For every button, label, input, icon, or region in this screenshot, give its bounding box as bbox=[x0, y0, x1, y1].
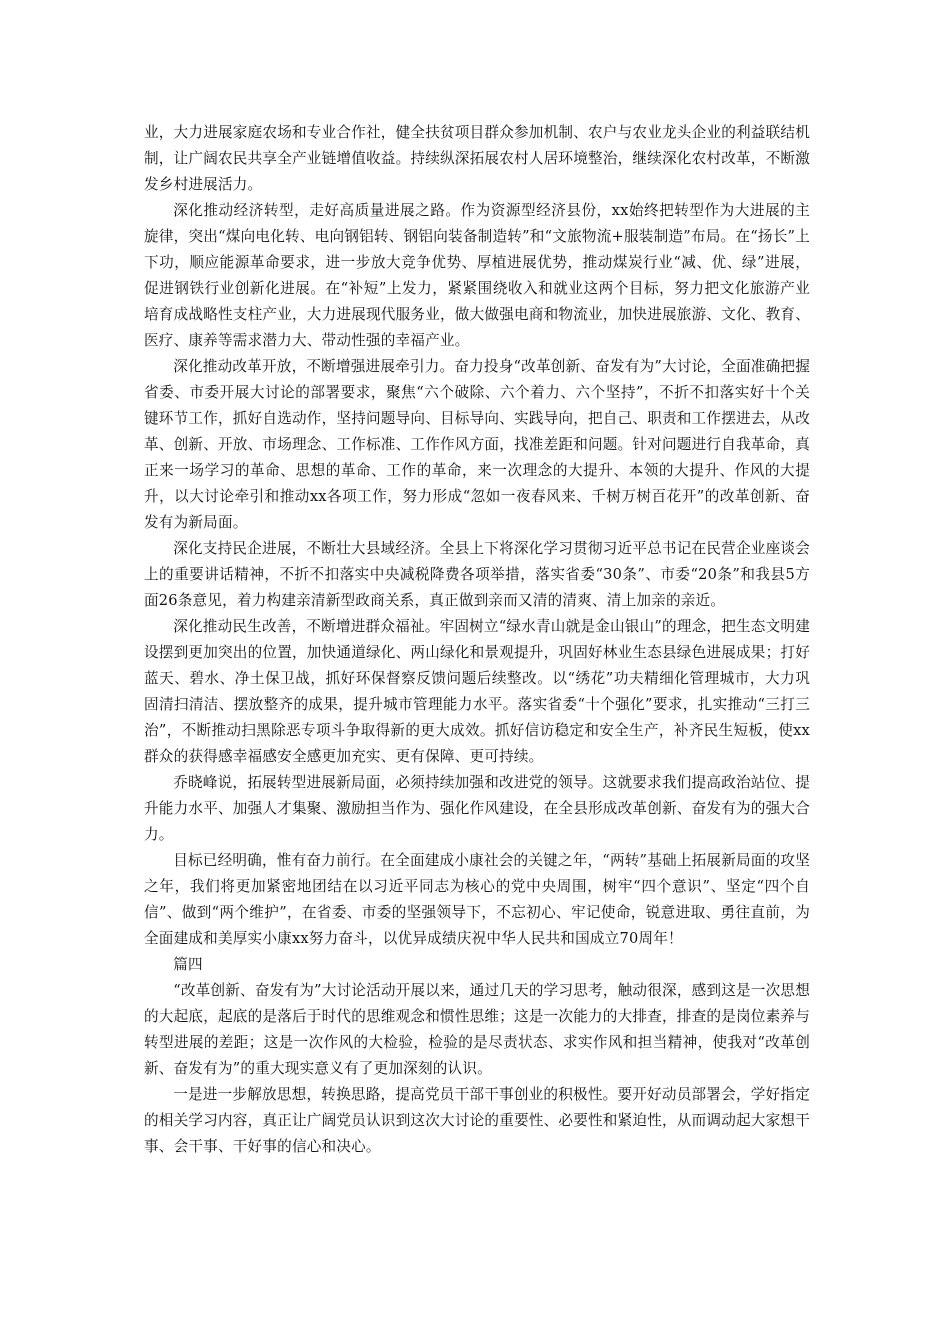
paragraph-party-leadership: 乔晓峰说，拓展转型进展新局面，必须持续加强和改进党的领导。这就要求我们提高政治站位、提升能力水平、加强人才集聚、激励担当作为、强化作风建设，在全县形成改革创新、奋发有为的强大合力。 bbox=[144, 774, 810, 843]
document-page bbox=[144, 120, 810, 1160]
paragraph-emancipate-mind: 一是进一步解放思想，转换思路，提高党员干部干事创业的积极性。要开好动员部署会，学好指定的相关学习内容，真正让广阔党员认识到这次大讨论的重要性、必要性和紧迫性，从而调动起大家想干事、会干事、干好事的信心和决心。 bbox=[144, 1086, 810, 1155]
paragraph-private-enterprise: 深化支持民企进展，不断壮大县域经济。全县上下将深化学习贯彻习近平总书记在民营企业座谈会上的重要讲话精神，不折不扣落实中央减税降费各项举措，落实省委“30条”、市委“20条”和我县5方面26条意见，着力构建亲清新型政商关系，真正做到亲而又清的清爽、清上加亲的亲近。 bbox=[144, 540, 810, 609]
paragraph-continuation: 业，大力进展家庭农场和专业合作社，健全扶贫项目群众参加机制、农户与农业龙头企业的利益联结机制，让广阔农民共享全产业链增值收益。持续纵深拓展农村人居环境整治，继续深化农村改革，不断激发乡村进展活力。 bbox=[144, 124, 810, 193]
paragraph-livelihood: 深化推动民生改善，不断增进群众福祉。牢固树立“绿水青山就是金山银山”的理念，把生态文明建设摆到更加突出的位置，加快通道绿化、两山绿化和景观提升，巩固好林业生态县绿色进展成果；打好蓝天、碧水、净土保卫战，抓好环保督察反馈问题后续整改。以“绣花”功夫精细化管理城市，大力巩固清扫清洁、摆放整齐的成果，提升城市管理能力水平。落实省委“十个强化”要求，扎实推动“三打三治”，不断推动扫黑除恶专项斗争取得新的更大成效。抓好信访稳定和安全生产，补齐民生短板，使xx群众的获得感幸福感安全感更加充实、更有保障、更可持续。 bbox=[144, 618, 810, 765]
paragraph-economic-transformation: 深化推动经济转型，走好高质量进展之路。作为资源型经济县份，xx始终把转型作为大进展的主旋律，突出“煤向电化转、电向钢铝转、钢铝向装备制造转”和“文旅物流+服装制造”布局。在“扬长”上下功，顺应能源革命要求，进一步放大竞争优势、厚植进展优势，推动煤炭行业“减、优、绿”进展，促进钢铁行业创新化进展。在“补短”上发力，紧紧围绕收入和就业这两个目标，努力把文化旅游产业培育成战略性支柱产业，大力进展现代服务业，做大做强电商和物流业，加快进展旅游、文化、教育、医疗、康养等需求潜力大、带动性强的幸福产业。 bbox=[144, 202, 810, 349]
paragraph-goals: 目标已经明确，惟有奋力前行。在全面建成小康社会的关键之年，“两转”基础上拓展新局面的攻坚之年，我们将更加紧密地团结在以习近平同志为核心的党中央周围，树牢“四个意识”、坚定“四个自信”、做到“两个维护”，在省委、市委的坚强领导下，不忘初心、牢记使命，锐意进取、勇往直前，为全面建成和美厚实小康xx努力奋斗，以优异成绩庆祝中华人民共和国成立70周年！ bbox=[144, 852, 810, 947]
paragraph-discussion-intro: “改革创新、奋发有为”大讨论活动开展以来，通过几天的学习思考，触动很深，感到这是一次思想的大起底，起底的是落后于时代的思维观念和惯性思维；这是一次能力的大排查，排查的是岗位素养与转型进展的差距；这是一次作风的大检验，检验的是尽责状态、求实作风和担当精神，使我对“改革创新、奋发有为”的重大现实意义有了更加深刻的认识。 bbox=[144, 982, 810, 1077]
paragraph-reform-opening: 深化推动改革开放，不断增强进展牵引力。奋力投身“改革创新、奋发有为”大讨论，全面准确把握省委、市委开展大讨论的部署要求，聚焦“六个破除、六个着力、六个坚持”，不折不扣落实好十个关键环节工作，抓好自选动作，坚持问题导向、目标导向、实践导向，把自己、职责和工作摆进去，从改革、创新、开放、市场理念、工作标准、工作作风方面，找准差距和问题。针对问题进行自我革命，真正来一场学习的革命、思想的革命、工作的革命，来一次理念的大提升、本领的大提升、作风的大提升，以大讨论牵引和推动xx各项工作，努力形成“忽如一夜春风来、千树万树百花开”的改革创新、奋发有为新局面。 bbox=[144, 358, 810, 531]
section-heading: 篇四 bbox=[173, 956, 203, 973]
